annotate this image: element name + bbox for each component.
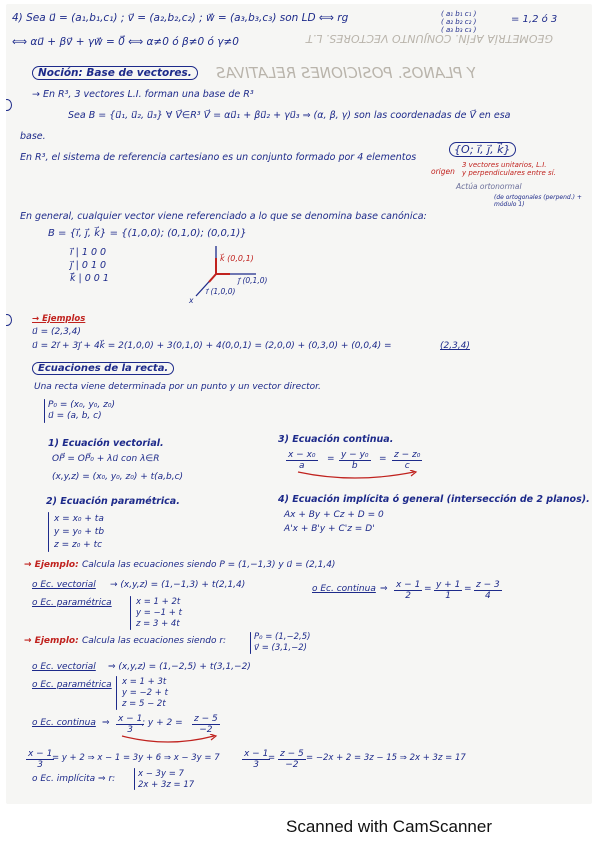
parametric-title: 2) Ecuación paramétrica. xyxy=(46,496,180,507)
axes-sketch xyxy=(186,242,296,306)
parametric-system: x = x₀ + ta y = y₀ + tb z = z₀ + tc xyxy=(54,514,105,550)
scanned-page xyxy=(6,4,592,804)
bleed-through-text: GEOMETRÍA AFÍN. CONJUNTO VECTORES. L.T xyxy=(306,32,553,45)
example-3-imp-label: o Ec. implícita ⇒ r: xyxy=(32,774,116,784)
example-3-par-system: x = 1 + 3t y = −2 + t z = 5 − 2t xyxy=(122,677,168,709)
continua-title: 3) Ecuación continua. xyxy=(278,434,394,445)
example-3-frac-z: $\frac{z - 5}{-2}$ xyxy=(194,714,218,735)
arrow: ⇒ xyxy=(102,718,110,728)
implicit-line-2: A'x + B'y + C'z = D' xyxy=(284,524,375,534)
binder-hole-mark xyxy=(6,314,12,326)
axis-i-label: i⃗ (1,0,0) xyxy=(206,287,236,296)
implicit-title: 4) Ecuación implícita ó general (intersección de 2 planos). xyxy=(278,494,590,505)
example-2-vec-label: o Ec. vectorial xyxy=(32,580,96,590)
base-line-1: → En R³, 3 vectores L.I. forman una base de R³ xyxy=(32,89,254,100)
work-line-1: = y + 2 ⇒ x − 1 = 3y + 6 ⇒ x − 3y = 7 xyxy=(52,753,220,763)
example-3-cont-middle: ; y + 2 = xyxy=(142,718,183,728)
header-line-1: 4) Sea u⃗ = (a₁,b₁,c₁) ; v⃗ = (a₂,b₂,c₂) ; w⃗ = (a₃,b₃,c₃) son LD ⟺ rg xyxy=(12,12,349,24)
brace-example-3-par xyxy=(116,676,117,710)
example-2-frac-y: $\frac{y + 1}{1}$ xyxy=(436,580,461,601)
axis-k-label: k⃗ (0,0,1) xyxy=(220,254,254,263)
reference-set: {O; i⃗, j⃗, k⃗} xyxy=(449,142,516,157)
recta-given-system: P₀ = (x₀, y₀, z₀) u⃗ = (a, b, c) xyxy=(48,400,115,421)
work-frac-1: $\frac{x - 1}{3}$ xyxy=(28,749,53,770)
base-line-4: En R³, el sistema de referencia cartesiano es un conjunto formado por 4 elementos xyxy=(20,152,417,163)
example-2-frac-z: $\frac{z - 3}{4}$ xyxy=(476,580,500,601)
header-line-2: ⟺ αu⃗ + βv⃗ + γw⃗ = 0⃗ ⟺ α≠0 ó β≠0 ó γ≠0 xyxy=(12,36,239,48)
example-2-title: → Ejemplo: xyxy=(24,560,79,570)
implicit-line-1: Ax + By + Cz + D = 0 xyxy=(284,510,384,520)
example-3-vec-eq: ⇒ (x,y,z) = (1,−2,5) + t(3,1,−2) xyxy=(108,662,251,672)
brace-given xyxy=(44,399,45,423)
example-1-title: → Ejemplos xyxy=(32,314,86,324)
example-1-line-2: u⃗ = 2i⃗ + 3j⃗ + 4k⃗ = 2(1,0,0) + 3(0,1,0) + 4(0,0,1) = (2,0,0) + (0,3,0) + (0,0,4) = xyxy=(32,341,392,351)
axis-x-label: x xyxy=(189,296,194,305)
vectorial-line-1: OP⃗ = OP⃗₀ + λu⃗ con λ∈R xyxy=(52,454,160,464)
vectorial-title: 1) Ecuación vectorial. xyxy=(48,438,164,449)
example-1-result: (2,3,4) xyxy=(440,341,470,351)
equals-sign: = xyxy=(379,454,387,464)
example-3-given: P₀ = (1,−2,5) v⃗ = (3,1,−2) xyxy=(254,632,311,653)
continua-frac-x: $\frac{\text{x − x₀}}{a}$ xyxy=(288,450,316,471)
example-2-frac-x: $\frac{x - 1}{2}$ xyxy=(396,580,421,601)
continua-arrows xyxy=(294,470,434,484)
canonical-base: B = {i⃗, j⃗, k⃗} = {(1,0,0); (0,1,0); (0,0,1)} xyxy=(48,228,247,239)
section-title-base: Noción: Base de vectores. xyxy=(32,66,198,80)
brace-parametric xyxy=(48,512,49,552)
continua-frac-y: $\frac{\text{y − y₀}}{b}$ xyxy=(341,450,369,471)
brace-example-3-imp xyxy=(134,768,135,790)
rank-matrix: ( a₁ b₁ c₁ ) ( a₂ b₂ c₂ ) ( a₃ b₃ c₃ ) xyxy=(441,10,477,34)
note-vectors: 3 vectores unitarios, L.I. y perpendiculares entre sí. xyxy=(462,161,556,177)
canonical-matrix: i⃗ | 1 0 0 j⃗ | 0 1 0 k⃗ | 0 0 1 xyxy=(70,247,109,284)
brace-example-2 xyxy=(130,596,131,630)
example-3-vec-label: o Ec. vectorial xyxy=(32,662,96,672)
equals-sign: = xyxy=(268,753,276,763)
example-3-imp-system: x − 3y = 7 2x + 3z = 17 xyxy=(138,769,195,790)
example-2-statement: Calcula las ecuaciones siendo P = (1,−1,3) y u⃗ = (2,1,4) xyxy=(82,560,336,570)
note-origin: origen xyxy=(431,167,455,176)
example-3-frac-x: $\frac{x - 1}{3}$ xyxy=(118,714,143,735)
work-line-2: = −2x + 2 = 3z − 15 ⇒ 2x + 3z = 17 xyxy=(306,753,466,763)
example-2-par-system: x = 1 + 2t y = −1 + t z = 3 + 4t xyxy=(136,597,182,629)
recta-line-1: Una recta viene determinada por un punto y un vector director. xyxy=(34,382,321,392)
example-3-cont-label: o Ec. continua xyxy=(32,718,96,728)
example-3-title: → Ejemplo: xyxy=(24,636,79,646)
work-frac-2a: $\frac{x - 1}{3}$ xyxy=(244,749,269,770)
brace-example-3-given xyxy=(250,632,251,654)
note-small: (de ortogonales (perpend.) + módulo 1) xyxy=(494,194,582,208)
section-title-recta: Ecuaciones de la recta. xyxy=(32,362,174,375)
base-line-3: base. xyxy=(20,131,46,142)
continua-frac-z: $\frac{\text{z − z₀}}{c}$ xyxy=(394,450,421,471)
example-3-arrows xyxy=(118,734,228,748)
bleed-through-title: Y PLANOS. POSICIONES RELATIVAS xyxy=(216,64,477,82)
axis-j-label: j⃗ (0,1,0) xyxy=(238,276,268,285)
binder-hole-mark xyxy=(6,99,12,111)
header-line-1-tail: = 1,2 ó 3 xyxy=(511,14,558,25)
base-line-5: En general, cualquier vector viene referenciado a lo que se denomina base canónica: xyxy=(20,211,427,222)
equals-sign: = xyxy=(464,584,472,594)
note-orthonormal: Actúa ortonormal xyxy=(456,182,522,191)
equals-sign: = xyxy=(327,454,335,464)
example-3-statement: Calcula las ecuaciones siendo r: xyxy=(82,636,227,646)
work-frac-2b: $\frac{z - 5}{-2}$ xyxy=(280,749,304,770)
example-2-cont-label: o Ec. continua xyxy=(312,584,376,594)
scanner-watermark: Scanned with CamScanner xyxy=(286,817,493,836)
equals-sign: = xyxy=(424,584,432,594)
vectorial-line-2: (x,y,z) = (x₀, y₀, z₀) + t(a,b,c) xyxy=(52,472,184,482)
example-2-vec-eq: → (x,y,z) = (1,−1,3) + t(2,1,4) xyxy=(110,580,246,590)
example-2-par-label: o Ec. paramétrica xyxy=(32,598,112,608)
arrow: ⇒ xyxy=(380,584,388,594)
example-1-line-1: u⃗ = (2,3,4) xyxy=(32,327,81,337)
base-line-2: Sea B = {u⃗₁, u⃗₂, u⃗₃} ∀ V⃗∈R³ V⃗ = αu⃗₁ + βu⃗₂ + γu⃗₃ ⇒ (α, β, γ) son las coordenadas de V⃗ en esa xyxy=(68,110,511,121)
example-3-par-label: o Ec. paramétrica xyxy=(32,680,112,690)
